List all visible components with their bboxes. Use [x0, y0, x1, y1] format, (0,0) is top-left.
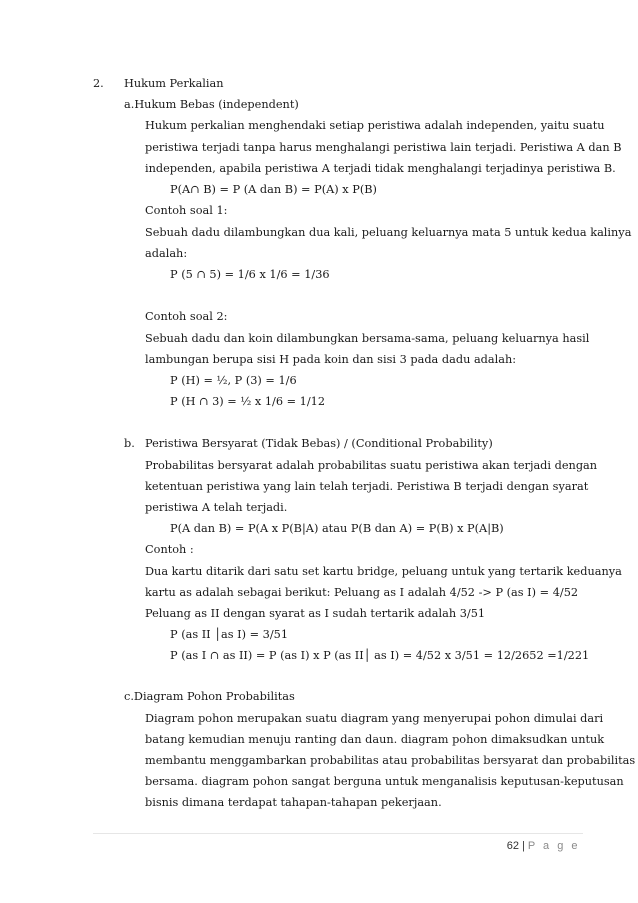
paragraph-line: membantu menggambarkan probabilitas atau probabilitas bersyarat dan probabilitas — [145, 754, 636, 767]
paragraph-line: peristiwa terjadi tanpa harus menghalangi peristiwa lain terjadi. Peristiwa A dan B — [145, 141, 622, 154]
paragraph-line: peristiwa A telah terjadi. — [145, 501, 288, 514]
subsection-b-heading: Peristiwa Bersyarat (Tidak Bebas) / (Conditional Probability) — [145, 437, 493, 450]
section-title: Hukum Perkalian — [124, 77, 224, 90]
paragraph-line: lambungan berupa sisi H pada koin dan sisi 3 pada dadu adalah: — [145, 353, 517, 366]
subsection-c-heading: c.Diagram Pohon Probabilitas — [124, 690, 295, 703]
subsection-a-heading: a.Hukum Bebas (independent) — [124, 98, 299, 111]
example-label: Contoh soal 2: — [145, 310, 228, 323]
paragraph-line: independen, apabila peristiwa A terjadi tidak menghalangi terjadinya peristiwa B. — [145, 162, 616, 175]
paragraph-line: Probabilitas bersyarat adalah probabilitas suatu peristiwa akan terjadi dengan — [145, 459, 598, 472]
formula: P (H) = ½, P (3) = 1/6 — [170, 374, 297, 387]
formula: P (H ∩ 3) = ½ x 1/6 = 1/12 — [170, 395, 326, 408]
paragraph-line: batang kemudian menuju ranting dan daun. diagram pohon dimaksudkan untuk — [145, 733, 605, 746]
formula: P(A dan B) = P(A x P(B|A) atau P(B dan A) = P(B) x P(A|B) — [170, 522, 504, 535]
footer-separator: | — [521, 840, 525, 852]
section-number: 2. — [93, 77, 104, 90]
paragraph-line: Diagram pohon merupakan suatu diagram yang menyerupai pohon dimulai dari — [145, 712, 604, 725]
formula: P (as II │as I) = 3/51 — [170, 628, 289, 641]
paragraph-line: ketentuan peristiwa yang lain telah terjadi. Peristiwa B terjadi dengan syarat — [145, 480, 589, 493]
page-footer — [507, 840, 580, 852]
paragraph-line: Sebuah dadu dan koin dilambungkan bersama-sama, peluang keluarnya hasil — [145, 332, 590, 345]
paragraph-line: adalah: — [145, 247, 188, 260]
formula: P (5 ∩ 5) = 1/6 x 1/6 = 1/36 — [170, 268, 330, 281]
subsection-b-label: b. — [124, 437, 135, 450]
paragraph-line: Sebuah dadu dilambungkan dua kali, peluang keluarnya mata 5 untuk kedua kalinya — [145, 226, 632, 239]
example-label: Contoh soal 1: — [145, 204, 228, 217]
paragraph-line: bisnis dimana terdapat tahapan-tahapan pekerjaan. — [145, 796, 442, 809]
formula: P (as I ∩ as II) = P (as I) x P (as II│ as I) = 4/52 x 3/51 = 12/2652 =1/221 — [170, 649, 590, 662]
page-label: P a g e — [527, 840, 580, 852]
paragraph-line: Peluang as II dengan syarat as I sudah tertarik adalah 3/51 — [145, 607, 486, 620]
footer-divider — [93, 833, 583, 834]
page-number: 62 — [506, 840, 519, 852]
example-label: Contoh : — [145, 543, 194, 556]
paragraph-line: kartu as adalah sebagai berikut: Peluang as I adalah 4/52 -> P (as I) = 4/52 — [145, 586, 579, 599]
formula: P(A∩ B) = P (A dan B) = P(A) x P(B) — [170, 183, 377, 196]
paragraph-line: bersama. diagram pohon sangat berguna untuk menganalisis keputusan-keputusan — [145, 775, 624, 788]
paragraph-line: Hukum perkalian menghendaki setiap peristiwa adalah independen, yaitu suatu — [145, 119, 605, 132]
paragraph-line: Dua kartu ditarik dari satu set kartu bridge, peluang untuk yang tertarik keduanya — [145, 565, 622, 578]
